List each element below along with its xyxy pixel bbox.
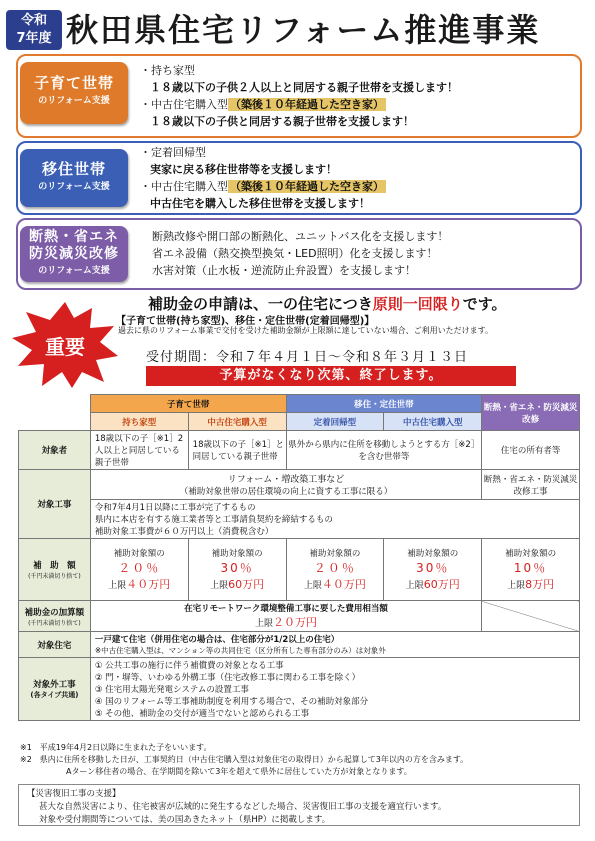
s1-line3-highlight: （築後１０年経過した空き家）: [230, 98, 384, 111]
subheader-chuko-iju: 中古住宅購入型: [384, 413, 482, 431]
label-dannetsu-title2: 防災減災改修: [29, 246, 119, 262]
s3-line2: 省エネ設備（熱交換型換気・LED照明）化を支援します！: [152, 247, 438, 260]
subheader-teichaku: 定着回帰型: [286, 413, 384, 431]
hojo-cap: ４０万円: [126, 578, 171, 591]
row-kasan: [19, 601, 91, 632]
important-burst-icon: [10, 300, 120, 390]
hojo-rate: ２０％: [313, 561, 356, 575]
taisho-iju: 県外から県内に住所を移動しようとする方［※2］を含む世帯等: [286, 431, 482, 470]
s2-line2: 実家に戻る移住世帯等を支援します！: [150, 163, 337, 176]
label-iju-title: 移住世帯: [41, 160, 106, 178]
s1-line3-a: ・中古住宅購入型: [140, 98, 228, 111]
footnote-1: ※1 平成19年4月2日以降に生まれた子をいいます。: [20, 743, 212, 752]
hojo-mochiie: [90, 539, 188, 601]
hojo-dannetsu: [482, 539, 580, 601]
taisho-mochiie: 18歳以下の子［※1］2人以上と同居している親子世帯: [90, 431, 188, 470]
hojo-label: 補助対象額の: [309, 549, 361, 559]
row-hojo-sub: (千円未満切り捨て): [28, 573, 81, 580]
row-jutaku: 対象住宅: [19, 632, 91, 658]
gai-item-2: ② 門・塀等、いわゆる外構工事（住宅改修工事に関わる工事を除く）: [94, 673, 361, 683]
row-gai: [19, 658, 91, 721]
hojo-teichaku: [286, 539, 384, 601]
s2-line3: [140, 178, 386, 195]
cap-prefix: 上限: [507, 581, 526, 591]
hojo-cap: 60万円: [423, 578, 460, 591]
koji-dannetsu: 断熱・省エネ・防災減災改修工事: [482, 470, 580, 500]
disaster-title: 【災害復旧工事の支援】: [27, 789, 121, 799]
header-kosodate: 子育て世帯: [90, 395, 286, 413]
s3-line1: 断熱改修や開口部の断熱化、ユニットバス化を支援します！: [152, 230, 449, 243]
cap-prefix: 上限: [405, 581, 424, 591]
row-kasan-label: 補助金の加算額: [24, 607, 85, 618]
s1-line3: [140, 96, 458, 113]
kasan-content: [90, 601, 481, 632]
koji-cond-3: 補助対象工事費が６０万円以上（消費税含む）: [94, 527, 274, 537]
label-iju-sub: のリフォーム支援: [38, 182, 110, 192]
section1-text: [140, 62, 458, 130]
table-corner: [19, 395, 91, 413]
s2-line1: ・定着回帰型: [140, 146, 206, 159]
section3-text: [152, 228, 448, 279]
koji-cond-2: 県内に本店を有する施工業者等と工事請負契約を締結するもの: [94, 515, 333, 525]
s2-line3-highlight: （築後１０年経過した空き家）: [230, 180, 384, 193]
header-iju: 移住・定住世帯: [286, 395, 482, 413]
kasan-line1: 在宅リモートワーク環境整備工事に要した費用相当額: [184, 604, 388, 614]
important-label: 重要: [45, 335, 85, 359]
koji-main: [90, 470, 481, 500]
application-period: 受付期間：令和７年４月１日～令和８年３月１３日: [146, 350, 469, 365]
fiscal-year-badge: [6, 10, 62, 50]
cap-prefix: 上限: [303, 581, 322, 591]
label-kosodate: [20, 62, 128, 124]
hojo-label: 補助対象額の: [211, 549, 263, 559]
hojo-rate: 10％: [513, 561, 548, 575]
jutaku-line1: 一戸建て住宅（併用住宅の場合は、住宅部分が1/2以上の住宅）: [94, 635, 340, 645]
footnote-2: ※2 県内に住所を移動した日が、工事契約日（中古住宅購入型は対象住宅の取得日）から起算して3年以内の方を含みます。: [20, 755, 469, 764]
gai-content: [90, 658, 579, 721]
label-kosodate-sub: のリフォーム支援: [38, 96, 110, 106]
jutaku-line2: ※中古住宅購入型は、マンション等の共同住宅（区分所有した専有部分のみ）は対象外: [94, 646, 386, 655]
taisho-dannetsu: 住宅の所有者等: [482, 431, 580, 470]
footnote-3: Aターン移住者の場合、在学期間を除いて3年を超えて県外に居住していた方が対象となります。: [66, 767, 412, 776]
gai-item-4: ④ 国のリフォーム等工事補助制度を利用する場合で、その補助対象部分: [94, 697, 369, 707]
row-hojo: [19, 539, 91, 601]
notice-once-highlight: 原則一回限り: [372, 295, 463, 313]
s1-line1: ・持ち家型: [140, 64, 195, 77]
s3-line3: 水害対策（止水板・逆流防止弁設置）を支援します！: [152, 264, 416, 277]
cap-prefix: 上限: [108, 581, 127, 591]
gai-item-5: ⑤ その他、補助金の交付が適当でないと認められる工事: [94, 709, 310, 719]
disaster-support-box: [18, 784, 580, 826]
year-era: 令和: [20, 13, 47, 28]
label-kosodate-title: 子育て世帯: [33, 74, 114, 92]
disaster-line1: 甚大な自然災害により、住宅被害が広域的に発生するなどした場合、災害復旧工事の支援を適宜行います。: [39, 802, 447, 812]
row-gai-sub: (各タイプ共通): [30, 691, 79, 699]
label-iju: [20, 149, 128, 207]
hojo-cap: 60万円: [228, 578, 265, 591]
row-gai-label: 対象外工事: [33, 680, 76, 690]
subheader-chuko: 中古住宅購入型: [188, 413, 286, 431]
koji-line1: リフォーム・増改築工事など: [227, 475, 345, 485]
notice-part-a: 補助金の申請は、一の住宅につき: [148, 295, 373, 313]
budget-banner: 予算がなくなり次第、終了します。: [146, 366, 516, 386]
cap-prefix: 上限: [210, 581, 229, 591]
hojo-rate: 30％: [416, 561, 450, 575]
hojo-rate: 30％: [220, 561, 254, 575]
notice-exception: 過去に県のリフォーム事業で交付を受けた補助金額が上限額に達していない場合、ご利用いただけます。: [118, 326, 493, 335]
s1-line4: １８歳以下の子供と同居する親子世帯を支援します！: [150, 115, 414, 128]
footnotes: [20, 742, 468, 778]
kasan-cap-value: ２０万円: [273, 616, 317, 629]
table-corner-2: [19, 413, 91, 431]
taisho-chuko: 18歳以下の子［※1］と同居している親子世帯: [188, 431, 286, 470]
row-hojo-label: 補 助 額: [33, 561, 76, 571]
row-kasan-sub: (千円未満切り捨て): [28, 619, 81, 627]
gai-item-1: ① 公共工事の施行に伴う補償費の対象となる工事: [94, 661, 284, 671]
row-koji: 対象工事: [19, 470, 91, 539]
disaster-line2: 対象や受付期間等については、美の国あきたネット（県HP）に掲載します。: [39, 815, 331, 825]
hojo-cap: 8万円: [525, 578, 555, 591]
label-dannetsu-sub: のリフォーム支援: [38, 266, 110, 276]
s2-line4: 中古住宅を購入した移住世帯を支援します！: [150, 197, 370, 210]
hojo-chuko: [188, 539, 286, 601]
row-taisho: 対象者: [19, 431, 91, 470]
page-title: 秋田県住宅リフォーム推進事業: [66, 11, 541, 49]
section2-text: [140, 144, 386, 212]
koji-cond-1: 令和7年4月1日以降に工事が完了するもの: [94, 503, 256, 513]
jutaku-content: [90, 632, 579, 658]
notice-part-c: です。: [462, 295, 507, 313]
year-number: 7年度: [16, 31, 52, 46]
hojo-label: 補助対象額の: [505, 549, 557, 559]
once-only-notice: [148, 293, 507, 314]
label-dannetsu-title1: 断熱・省エネ: [29, 229, 119, 245]
hojo-cap: ４０万円: [321, 578, 366, 591]
subsidy-table: [18, 394, 580, 721]
hojo-rate: ２０％: [118, 561, 161, 575]
notice-applicable-types: 【子育て世帯(持ち家型)、移住・定住世帯(定着回帰型)】: [116, 316, 375, 327]
koji-line1b: （補助対象世帯の居住環境の向上に資する工事に限る）: [179, 487, 393, 497]
s1-line2: １８歳以下の子供２人以上と同居する親子世帯を支援します！: [150, 81, 458, 94]
hojo-chuko-iju: [384, 539, 482, 601]
koji-conditions: [90, 500, 579, 539]
hojo-label: 補助対象額の: [113, 549, 165, 559]
hojo-label: 補助対象額の: [407, 549, 459, 559]
label-dannetsu: [20, 226, 128, 282]
s2-line3-a: ・中古住宅購入型: [140, 180, 228, 193]
kasan-cap-prefix: 上限: [254, 619, 273, 629]
kasan-na: [482, 601, 580, 632]
gai-item-3: ③ 住宅用太陽光発電システムの設置工事: [94, 685, 249, 695]
header-dannetsu: 断熱・省エネ・防災減災改修: [482, 395, 580, 431]
subheader-mochiie: 持ち家型: [90, 413, 188, 431]
